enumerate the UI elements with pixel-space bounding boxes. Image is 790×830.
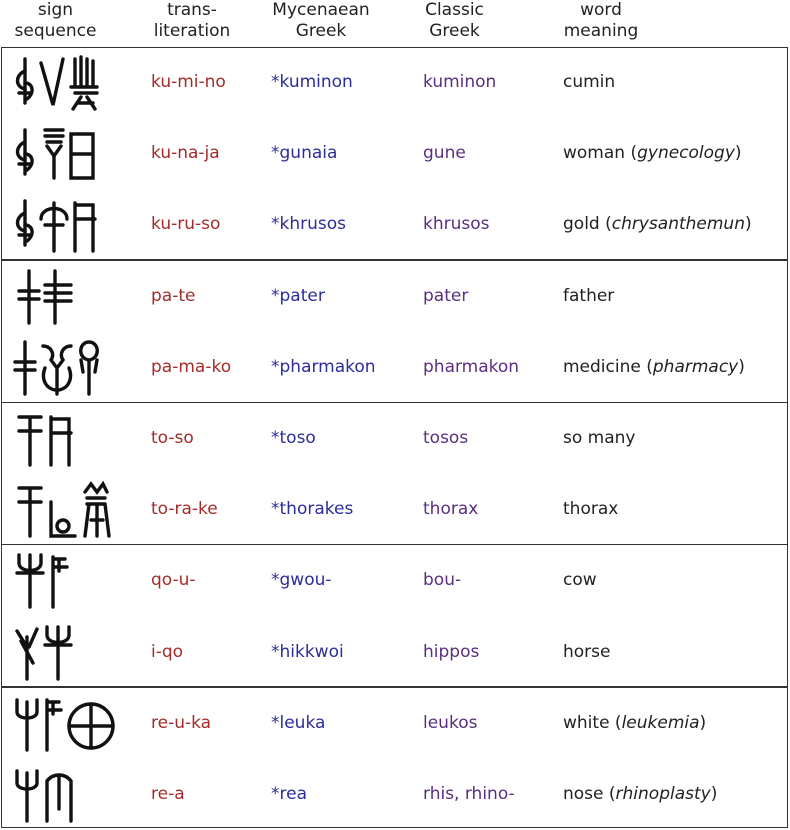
classic-greek-cell: thorax	[423, 499, 479, 520]
transliteration-cell: ku-mi-no	[151, 72, 226, 92]
table-row	[1, 545, 788, 616]
mycenaean-greek-cell: *thorakes	[271, 499, 354, 520]
mycenaean-greek-cell: *khrusos	[271, 214, 346, 235]
meaning-text: father	[563, 285, 615, 306]
linear-b-sign-icon	[11, 53, 121, 113]
word-meaning-cell	[563, 332, 745, 403]
meaning-close: )	[710, 784, 718, 804]
linear-b-sign-icon	[11, 338, 121, 398]
mycenaean-greek-cell: *gunaia	[271, 143, 338, 164]
meaning-derivative: rhinoplasty	[615, 784, 711, 804]
word-meaning-cell	[563, 545, 597, 616]
transliteration-cell: ku-na-ja	[151, 143, 220, 164]
header-classic-greek	[412, 0, 497, 42]
meaning-derivative: chrysanthemun	[611, 214, 745, 235]
header-transliteration	[142, 0, 242, 42]
header-text: Greek	[429, 21, 480, 41]
classic-greek-cell: khrusos	[423, 214, 490, 235]
word-meaning-cell	[563, 261, 614, 332]
mycenaean-greek-cell: *leuka	[271, 712, 326, 733]
linear-b-sign-icon	[11, 765, 121, 825]
word-meaning-cell	[563, 474, 618, 545]
meaning-text: white (	[563, 712, 622, 733]
classic-greek-cell: rhis, rhino-	[423, 784, 515, 804]
meaning-close: )	[738, 356, 745, 377]
word-meaning-cell	[563, 47, 615, 118]
meaning-text: woman (	[563, 143, 638, 164]
table-row	[1, 759, 788, 830]
meaning-text: cumin	[563, 72, 616, 92]
table-row	[1, 47, 788, 118]
transliteration-cell: to-so	[151, 428, 194, 448]
header-text: Mycenaean	[272, 0, 370, 20]
meaning-text: thorax	[563, 499, 619, 520]
classic-greek-cell: tosos	[423, 428, 469, 448]
mycenaean-greek-cell: *gwou-	[271, 570, 332, 591]
linear-b-sign-icon	[11, 409, 121, 469]
meaning-close: )	[734, 143, 742, 164]
transliteration-cell: ku-ru-so	[151, 214, 221, 235]
transliteration-cell: re-u-ka	[151, 712, 212, 733]
word-meaning-cell	[563, 688, 706, 759]
classic-greek-cell: pater	[423, 285, 469, 306]
linear-b-sign-icon	[11, 195, 121, 255]
header-text: meaning	[563, 21, 639, 41]
header-text: sign	[37, 0, 74, 20]
table-row	[1, 189, 788, 260]
table-row	[1, 403, 788, 474]
mycenaean-greek-cell: *pharmakon	[271, 356, 376, 377]
meaning-close: )	[744, 214, 752, 235]
header-word-meaning	[556, 0, 646, 42]
linear-b-sign-icon	[11, 480, 121, 540]
word-meaning-cell	[563, 759, 717, 830]
header-text: literation	[153, 21, 231, 41]
meaning-text: horse	[563, 641, 611, 662]
classic-greek-cell: leukos	[423, 712, 478, 733]
mycenaean-greek-cell: *hikkwoi	[271, 641, 344, 662]
mycenaean-greek-cell: *toso	[271, 428, 316, 448]
header-text: sequence	[14, 21, 97, 41]
header-text: Greek	[295, 21, 347, 41]
transliteration-cell: i-qo	[151, 641, 184, 662]
classic-greek-cell: kuminon	[423, 72, 497, 92]
linear-b-sign-icon	[11, 623, 121, 683]
transliteration-cell: pa-te	[151, 285, 196, 306]
header-mycenaean-greek	[262, 0, 380, 42]
header-text: trans-	[167, 0, 217, 20]
transliteration-cell: re-a	[151, 784, 185, 804]
meaning-close: )	[699, 712, 707, 733]
meaning-derivative: pharmacy	[652, 356, 739, 377]
meaning-text: so many	[563, 428, 636, 448]
meaning-text: gold (	[563, 214, 612, 235]
transliteration-cell: to-ra-ke	[151, 499, 218, 520]
table-row	[1, 261, 788, 332]
classic-greek-cell: pharmakon	[423, 356, 520, 377]
header-text: word	[580, 0, 622, 20]
classic-greek-cell: hippos	[423, 641, 480, 662]
table-header	[0, 0, 790, 47]
mycenaean-greek-cell: *rea	[271, 784, 307, 804]
word-meaning-cell	[563, 189, 752, 260]
word-meaning-cell	[563, 617, 610, 688]
word-meaning-cell	[563, 118, 742, 189]
table-row	[1, 118, 788, 189]
linear-b-sign-icon	[11, 694, 121, 754]
meaning-derivative: gynecology	[637, 143, 735, 164]
linear-b-table	[1, 47, 788, 828]
meaning-text: nose (	[563, 784, 616, 804]
classic-greek-cell: gune	[423, 143, 466, 164]
mycenaean-greek-cell: *kuminon	[271, 72, 353, 92]
table-row	[1, 332, 788, 403]
table-row	[1, 474, 788, 545]
header-text: Classic	[425, 0, 484, 20]
meaning-text: cow	[563, 570, 597, 591]
word-meaning-cell	[563, 403, 635, 474]
table-row	[1, 617, 788, 688]
classic-greek-cell: bou-	[423, 570, 462, 591]
linear-b-sign-icon	[11, 551, 121, 611]
transliteration-cell: qo-u-	[151, 570, 196, 591]
meaning-text: medicine (	[563, 356, 653, 377]
linear-b-sign-icon	[11, 267, 121, 327]
table-row	[1, 688, 788, 759]
meaning-derivative: leukemia	[621, 712, 700, 733]
header-sign-sequence	[8, 0, 103, 42]
linear-b-sign-icon	[11, 124, 121, 184]
transliteration-cell: pa-ma-ko	[151, 356, 232, 377]
mycenaean-greek-cell: *pater	[271, 285, 325, 306]
